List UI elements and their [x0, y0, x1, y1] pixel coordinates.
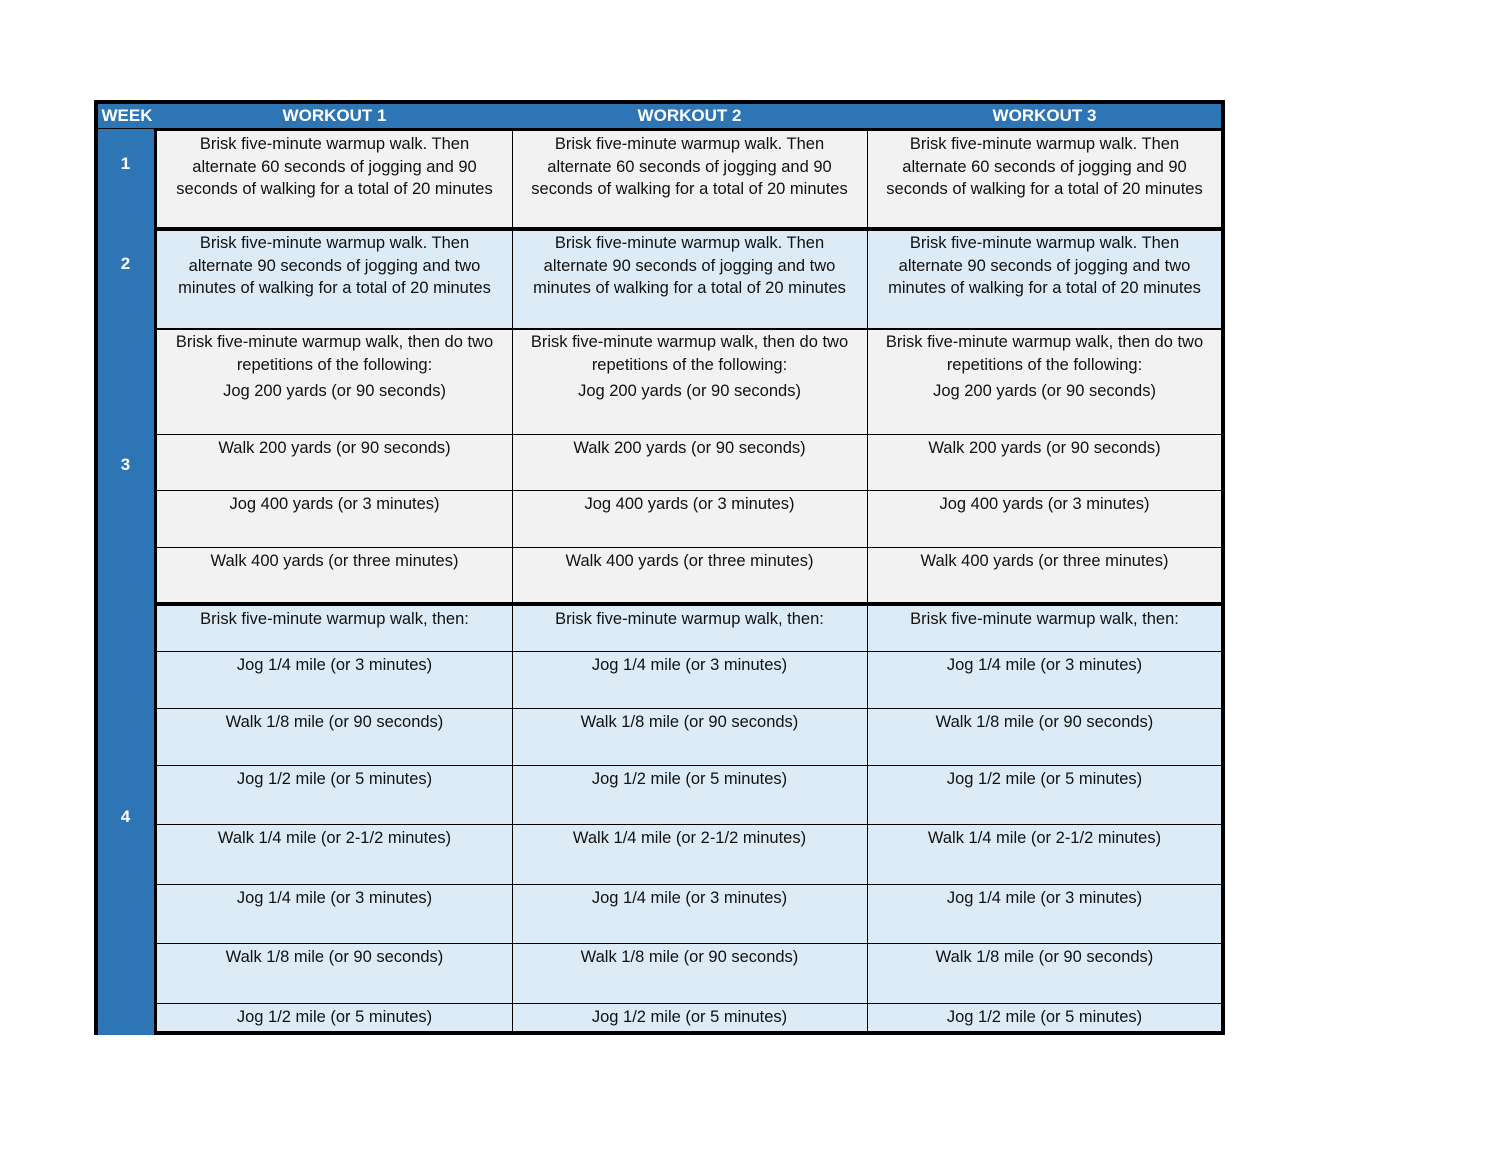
week4-workout1-walk-eighth-2: Walk 1/8 mile (or 90 seconds) [225, 948, 444, 966]
week3-workout1-jog400: Jog 400 yards (or 3 minutes) [229, 495, 440, 513]
table-bottom-border [154, 1031, 1225, 1035]
week4-workout2-jog-half: Jog 1/2 mile (or 5 minutes) [591, 770, 788, 788]
week4-workout2-walk-eighth-2: Walk 1/8 mile (or 90 seconds) [580, 948, 799, 966]
week3-workout2-intro-cell [515, 329, 864, 433]
week3-workout2-jog400: Jog 400 yards (or 3 minutes) [584, 495, 795, 513]
week3-workout3-intro-cell [870, 329, 1219, 433]
week3-intro-text: Brisk five-minute warmup walk, then do two repetitions of the following: [885, 333, 1204, 374]
week4-workout1-walk-eighth: Walk 1/8 mile (or 90 seconds) [225, 713, 444, 731]
week4-workout3-walk-eighth: Walk 1/8 mile (or 90 seconds) [935, 713, 1154, 731]
header-week: WEEK [101, 106, 153, 125]
week3-jog200-text: Jog 200 yards (or 90 seconds) [578, 382, 801, 400]
week4-workout2-walk-eighth: Walk 1/8 mile (or 90 seconds) [580, 713, 799, 731]
week3-jog200-text: Jog 200 yards (or 90 seconds) [223, 382, 446, 400]
week4-workout2-walk-quarter: Walk 1/4 mile (or 2-1/2 minutes) [572, 829, 807, 847]
header-workout-3: WORKOUT 3 [992, 106, 1097, 125]
week2-workout3-cell: Brisk five-minute warmup walk. Then alternate 90 seconds of jogging and two minutes of walking for a total of 20 minutes [888, 234, 1201, 297]
week1-workout2-cell: Brisk five-minute warmup walk. Then alternate 60 seconds of jogging and 90 seconds of walking for a total of 20 minutes [531, 135, 848, 198]
week4-workout1-intro: Brisk five-minute warmup walk, then: [200, 610, 469, 628]
week4-workout1-walk-quarter: Walk 1/4 mile (or 2-1/2 minutes) [217, 829, 452, 847]
week4-workout3-intro: Brisk five-minute warmup walk, then: [910, 610, 1179, 628]
week3-intro-text: Brisk five-minute warmup walk, then do two repetitions of the following: [175, 333, 494, 374]
week4-workout1-jog-half: Jog 1/2 mile (or 5 minutes) [236, 770, 433, 788]
week3-workout2-walk400: Walk 400 yards (or three minutes) [565, 552, 814, 570]
week3-workout1-intro-cell [160, 329, 509, 433]
week1-workout3-cell: Brisk five-minute warmup walk. Then alternate 60 seconds of jogging and 90 seconds of walking for a total of 20 minutes [886, 135, 1203, 198]
week4-workout1-jog-quarter: Jog 1/4 mile (or 3 minutes) [236, 656, 433, 674]
week3-workout3-walk400: Walk 400 yards (or three minutes) [920, 552, 1169, 570]
week3-workout3-walk200: Walk 200 yards (or 90 seconds) [928, 439, 1161, 457]
week1-workout1-cell: Brisk five-minute warmup walk. Then alternate 60 seconds of jogging and 90 seconds of walking for a total of 20 minutes [176, 135, 493, 198]
week-number-4: 4 [120, 807, 131, 826]
week4-workout3-jog-quarter: Jog 1/4 mile (or 3 minutes) [946, 656, 1143, 674]
week-number-3: 3 [120, 455, 131, 474]
week4-workout1-jog-half-2: Jog 1/2 mile (or 5 minutes) [236, 1008, 433, 1026]
header-workout-1: WORKOUT 1 [282, 106, 387, 125]
week3-workout2-walk200: Walk 200 yards (or 90 seconds) [573, 439, 806, 457]
week4-workout3-jog-half-2: Jog 1/2 mile (or 5 minutes) [946, 1008, 1143, 1026]
week-number-2: 2 [120, 254, 131, 273]
week4-workout3-walk-quarter: Walk 1/4 mile (or 2-1/2 minutes) [927, 829, 1162, 847]
week4-workout2-jog-half-2: Jog 1/2 mile (or 5 minutes) [591, 1008, 788, 1026]
week3-workout1-walk400: Walk 400 yards (or three minutes) [210, 552, 459, 570]
week3-jog200-text: Jog 200 yards (or 90 seconds) [933, 382, 1156, 400]
workout-schedule-table [94, 100, 1225, 1035]
week3-workout3-jog400: Jog 400 yards (or 3 minutes) [939, 495, 1150, 513]
week4-workout1-jog-quarter-2: Jog 1/4 mile (or 3 minutes) [236, 889, 433, 907]
week2-workout2-cell: Brisk five-minute warmup walk. Then alternate 90 seconds of jogging and two minutes of walking for a total of 20 minutes [533, 234, 846, 297]
week3-workout1-walk200: Walk 200 yards (or 90 seconds) [218, 439, 451, 457]
week2-workout1-cell: Brisk five-minute warmup walk. Then alternate 90 seconds of jogging and two minutes of walking for a total of 20 minutes [178, 234, 491, 297]
week4-workout2-jog-quarter: Jog 1/4 mile (or 3 minutes) [591, 656, 788, 674]
week4-workout3-walk-eighth-2: Walk 1/8 mile (or 90 seconds) [935, 948, 1154, 966]
week4-workout2-intro: Brisk five-minute warmup walk, then: [555, 610, 824, 628]
week4-workout3-jog-half: Jog 1/2 mile (or 5 minutes) [946, 770, 1143, 788]
week3-intro-text: Brisk five-minute warmup walk, then do two repetitions of the following: [530, 333, 849, 374]
week4-workout2-jog-quarter-2: Jog 1/4 mile (or 3 minutes) [591, 889, 788, 907]
week4-workout3-jog-quarter-2: Jog 1/4 mile (or 3 minutes) [946, 889, 1143, 907]
week-number-1: 1 [120, 154, 131, 173]
header-workout-2: WORKOUT 2 [637, 106, 742, 125]
